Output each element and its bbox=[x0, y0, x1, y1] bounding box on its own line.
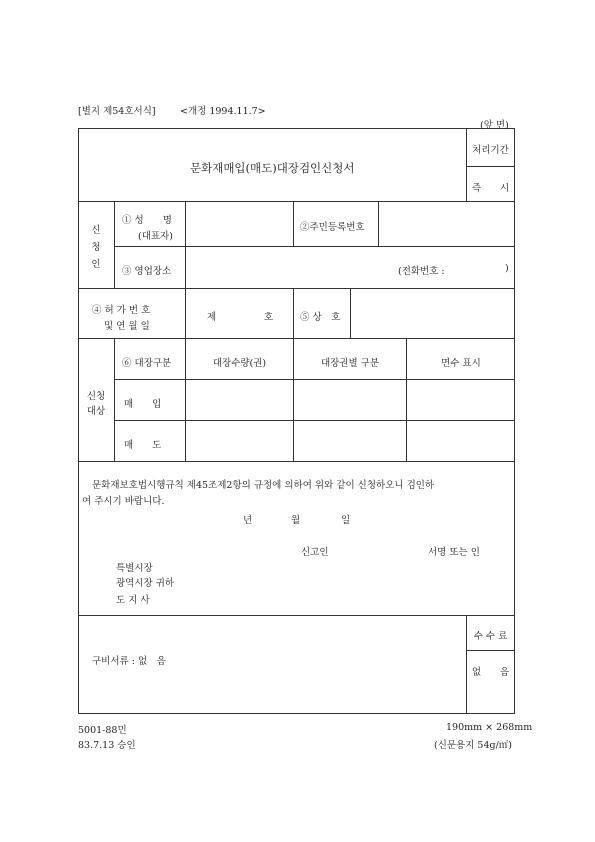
sign-or-seal-label: 서명 또는 인 bbox=[428, 547, 480, 558]
page-side-label: (앞 면) bbox=[480, 120, 509, 131]
permit-date-label: 및 연 월 일 bbox=[104, 321, 150, 332]
rrn-field[interactable] bbox=[379, 202, 514, 245]
name-field[interactable] bbox=[186, 202, 292, 245]
declaration-line-1: 문화재보호법시행규칙 제45조제2항의 규정에 의하여 위와 같이 신청하오니 검인하 bbox=[92, 480, 435, 491]
processing-period-value: 즉 시 bbox=[471, 183, 510, 194]
ledger-type-header: ⑥ 대장구분 bbox=[122, 358, 172, 369]
permit-number-label: ④ 허 가 번 호 bbox=[92, 305, 151, 316]
paper-size: 190mm × 268mm bbox=[446, 722, 533, 733]
declaration-line-2: 여 주시기 바랍니다. bbox=[82, 496, 165, 507]
ledger-volume-header: 대장권별 구분 bbox=[320, 358, 380, 369]
paper-type: (신문용지 54g/㎡) bbox=[434, 740, 513, 751]
permit-number-suffix: 호 bbox=[264, 312, 274, 323]
form-title: 문화재매입(매도)대장검인신청서 bbox=[190, 161, 355, 175]
recipient-governor: 도 지 사 bbox=[116, 595, 150, 606]
rrn-label: ②주민등록번호 bbox=[300, 222, 365, 233]
fee-label: 수 수 료 bbox=[473, 631, 508, 642]
permit-number-prefix: 제 bbox=[207, 312, 217, 323]
form-number: [별지 제54호서식] bbox=[78, 106, 156, 117]
revision-note: <개정 1994.11.7> bbox=[180, 106, 266, 117]
applicant-section-label: 신 청 인 bbox=[91, 225, 101, 270]
page-number-header: 면수 표시 bbox=[441, 358, 481, 369]
phone-label: (전화번호 : bbox=[398, 266, 445, 277]
date-day: 일 bbox=[341, 515, 351, 526]
phone-close: ) bbox=[505, 263, 509, 274]
attachments-label: 구비서류 : 없 음 bbox=[92, 656, 166, 667]
date-year: 년 bbox=[243, 515, 253, 526]
trade-name-field[interactable] bbox=[351, 289, 514, 337]
address-label: ③ 영업장소 bbox=[122, 266, 172, 277]
recipient-metro-city: 광역시장 귀하 bbox=[116, 578, 175, 589]
recipient-special-city: 특별시장 bbox=[116, 563, 153, 574]
sell-row-label: 매 도 bbox=[124, 440, 162, 451]
trade-name-label: ⑤ 상 호 bbox=[300, 312, 341, 323]
date-month: 월 bbox=[291, 515, 301, 526]
name-label: ① 성 명 bbox=[122, 215, 172, 226]
ledger-qty-header: 대장수량(권) bbox=[212, 358, 267, 369]
representative-label: (대표자) bbox=[138, 231, 173, 242]
form-code: 5001-88민 bbox=[78, 725, 127, 736]
approval-date: 83.7.13 승인 bbox=[78, 740, 136, 751]
applicant-signature-label: 신고인 bbox=[301, 547, 329, 558]
buy-row-label: 매 입 bbox=[124, 399, 162, 410]
address-field[interactable] bbox=[186, 247, 386, 287]
fee-value: 없 음 bbox=[471, 667, 510, 678]
processing-period-label: 처리기간 bbox=[472, 145, 509, 156]
target-section-label: 신청 대상 bbox=[86, 391, 106, 417]
